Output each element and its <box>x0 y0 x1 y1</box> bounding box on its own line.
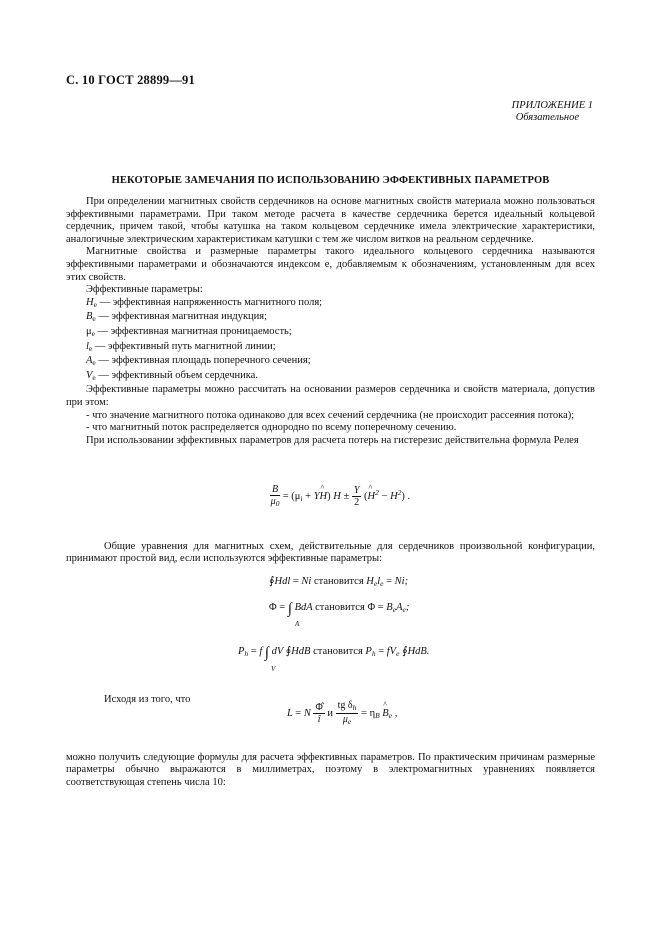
equation-flux: Φ = ∫ BdA становится $\Phi = B_eA_e$; <box>269 601 410 617</box>
paragraph-8: Общие уравнения для магнитных схем, действительные для сердечников произвольной конфигурации, принимают простой вид, если используются эффективные параметры: <box>66 540 595 565</box>
param-item: $B_e$ — эффективная магнитная индукция; <box>86 311 268 324</box>
params-list <box>66 297 595 385</box>
section-title: НЕКОТОРЫЕ ЗАМЕЧАНИЯ ПО ИСПОЛЬЗОВАНИЮ ЭФФЕКТИВНЫХ ПАРАМЕТРОВ <box>111 175 550 186</box>
appendix-number: ПРИЛОЖЕНИЕ 1 <box>511 100 593 111</box>
paragraph-10: можно получить следующие формулы для расчета эффективных параметров. По практическим причинам размерные параметры обычно выражаются в миллиметрах, поэтому в электромагнитных уравнениях появляется соответствующая степень числа 10: <box>66 751 595 788</box>
body-text <box>66 196 595 447</box>
paragraph-7: При использовании эффективных параметров для расчета потерь на гистерезис действительна формула Релея <box>86 434 579 446</box>
param-item: $H_e$ — эффективная напряженность магнитного поля; <box>86 296 323 309</box>
paragraph-3: Эффективные параметры: <box>86 284 203 296</box>
paragraph-4: Эффективные параметры можно рассчитать на основании размеров сердечника и свойств материала, допустив при этом: <box>66 384 595 408</box>
integral-limit-v: V <box>271 665 276 673</box>
equation-inductance: L = N $\frac{\Phî}{î}$ и $\frac{tg \delta_h}{\mu_e}$ = $\eta_B$ B ^ $_e$ , <box>287 699 398 726</box>
rayleigh-formula: $\frac{B}{\mu_0}$ = ($\mu_i$ + YH ^ ) H ± $\frac{Y}{2}$ (H ^ $^2 - H^2$) . <box>270 482 411 508</box>
paragraph-9: Исходя из того, что <box>104 693 191 705</box>
paragraph-1: При определении магнитных свойств сердечников на основе магнитных свойств материала можно пользоваться эффективными параметрами. При таком методе расчета в качестве сердечника берется идеальный кольцевой сердечник, причем такой, чтобы катушка на таком кольцевом сердечнике имела электрические характеристики, аналогичные электрическим характеристикам катушки с тем же числом витков на реальном сердечнике. <box>66 196 595 245</box>
appendix-label <box>512 100 593 124</box>
equation-loss: $P_h = f$ ∫ dV ∮HdB становится $P_h = fV_e$ ∮HdB. <box>238 645 430 661</box>
paragraph-5: - что значение магнитного потока одинаково для всех сечений сердечника (не происходит рассеяния потока); <box>86 409 575 421</box>
appendix-status: Обязательное <box>515 112 579 123</box>
equation-ampere: ∮Hdl = Ni становится $H_el_e = Ni$; <box>269 576 409 588</box>
param-item: $A_e$ — эффективная площадь поперечного сечения; <box>86 355 311 368</box>
paragraph-6: - что магнитный поток распределяется однородно по всему поперечному сечению. <box>86 422 457 434</box>
paragraph-2: Магнитные свойства и размерные параметры такого идеального кольцевого сердечника называются эффективными параметрами и обозначаются индексом e, добавляемым к обозначениям, установленным для всех этих свойств. <box>66 246 595 283</box>
param-item: $\mu_e$ — эффективная магнитная проницаемость; <box>86 325 292 338</box>
page-header: С. 10 ГОСТ 28899—91 <box>66 73 195 87</box>
param-item: $l_e$ — эффективный путь магнитной линии; <box>86 340 276 353</box>
param-item: $V_e$ — эффективный объем сердечника. <box>86 369 258 382</box>
integral-limit-a: A <box>295 620 300 628</box>
